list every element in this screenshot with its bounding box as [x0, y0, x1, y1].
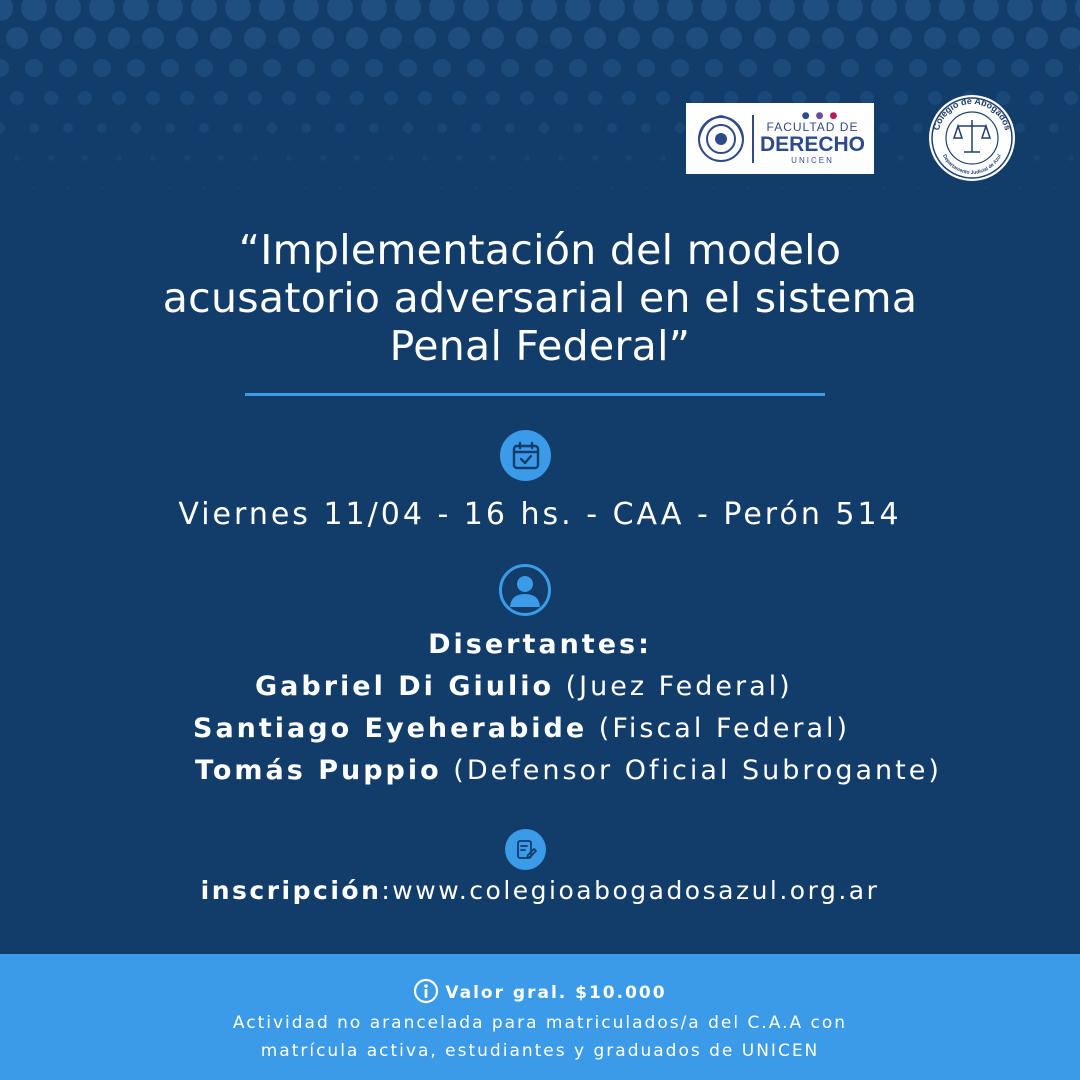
- background-dot: [373, 187, 375, 189]
- registration-url[interactable]: :www.colegioabogadosazul.org.ar: [381, 876, 880, 905]
- background-dot: [0, 0, 13, 21]
- background-dot: [754, 27, 776, 49]
- background-dot: [667, 0, 693, 21]
- background-dot: [176, 27, 198, 49]
- background-dot: [157, 0, 183, 21]
- speaker-row: [255, 666, 793, 708]
- background-dot: [841, 59, 859, 77]
- background-dot: [123, 0, 149, 21]
- background-dot: [433, 59, 451, 77]
- speaker-role: (Defensor Oficial Subrogante): [453, 755, 942, 786]
- background-dot: [259, 0, 285, 21]
- background-dot: [97, 123, 107, 133]
- event-details: Viernes 11/04 - 16 hs. - CAA - Perón 514: [178, 497, 902, 532]
- background-dot: [618, 27, 640, 49]
- background-dot: [331, 59, 349, 77]
- speaker-name: Tomás Puppio: [195, 755, 442, 786]
- background-dot: [146, 91, 160, 105]
- background-dot: [573, 123, 583, 133]
- background-dot: [992, 27, 1014, 49]
- background-dot: [588, 91, 602, 105]
- background-dot: [943, 59, 961, 77]
- background-dot: [218, 155, 224, 161]
- background-dot: [856, 27, 878, 49]
- background-dot: [395, 0, 421, 21]
- background-dot: [384, 91, 398, 105]
- background-dot: [199, 123, 209, 133]
- background-dot: [59, 59, 77, 77]
- background-dot: [626, 155, 632, 161]
- background-dot: [350, 91, 364, 105]
- background-dot: [44, 91, 58, 105]
- speaker-name: Santiago Eyeherabide: [193, 713, 588, 744]
- background-dot: [369, 123, 379, 133]
- background-dot: [180, 91, 194, 105]
- background-dot: [286, 155, 292, 161]
- background-dot: [486, 91, 500, 105]
- speaker-row: [195, 750, 942, 792]
- title-underline: [245, 393, 825, 396]
- background-dot: [422, 155, 428, 161]
- background-dot: [622, 91, 636, 105]
- background-dot: [1019, 187, 1021, 189]
- event-title: “Implementación del modelo acusatorio adversarial en el sistema Penal Federal”: [162, 226, 918, 370]
- background-dot: [1030, 91, 1044, 105]
- background-dot: [505, 123, 515, 133]
- background-dot: [675, 123, 685, 133]
- background-dot: [10, 91, 24, 105]
- background-dot: [354, 155, 360, 161]
- edit-document-icon: [505, 829, 546, 870]
- background-dot: [1068, 155, 1074, 161]
- background-dot: [388, 155, 394, 161]
- background-dot: [467, 59, 485, 77]
- background-dot: [452, 91, 466, 105]
- background-dot: [641, 123, 651, 133]
- background-dot: [1041, 0, 1067, 21]
- background-dot: [312, 27, 334, 49]
- background-dot: [361, 0, 387, 21]
- background-dot: [55, 0, 81, 21]
- background-dot: [592, 155, 598, 161]
- background-dot: [448, 27, 470, 49]
- background-dot: [679, 187, 681, 189]
- background-dot: [584, 27, 606, 49]
- background-dot: [671, 59, 689, 77]
- background-dot: [252, 155, 258, 161]
- speakers-section: [0, 624, 1080, 666]
- background-dot: [0, 59, 9, 77]
- background-dot: [497, 0, 523, 21]
- background-dot: [1049, 123, 1059, 133]
- background-dot: [335, 123, 345, 133]
- background-dot: [380, 27, 402, 49]
- speaker-name: Gabriel Di Giulio: [255, 671, 555, 702]
- background-dot: [720, 27, 742, 49]
- calendar-check-icon: [500, 430, 551, 481]
- background-dot: [1060, 27, 1080, 49]
- logo-line-1: FACULTAD DE: [766, 119, 859, 134]
- background-dot: [229, 59, 247, 77]
- background-dot: [490, 155, 496, 161]
- background-dot: [973, 0, 999, 21]
- background-dot: [501, 59, 519, 77]
- background-dot: [607, 123, 617, 133]
- logo-line-3: UNICEN: [791, 155, 834, 165]
- background-dot: [418, 91, 432, 105]
- background-dot: [293, 0, 319, 21]
- background-dot: [822, 27, 844, 49]
- background-dot: [924, 27, 946, 49]
- background-dot: [437, 123, 447, 133]
- background-dot: [543, 187, 545, 189]
- background-dot: [463, 0, 489, 21]
- background-dot: [237, 187, 239, 189]
- background-dot: [1045, 59, 1063, 77]
- note-line-1: Actividad no arancelada para matriculados/a del C.A.A con: [232, 1013, 848, 1033]
- background-dot: [577, 187, 579, 189]
- background-dot: [558, 155, 564, 161]
- background-dot: [837, 0, 863, 21]
- background-dot: [78, 91, 92, 105]
- logo-line-2: DERECHO: [760, 132, 866, 156]
- background-dot: [0, 187, 1, 189]
- background-dot: [788, 27, 810, 49]
- background-dot: [108, 27, 130, 49]
- background-dot: [33, 187, 35, 189]
- background-dot: [815, 187, 817, 189]
- registration-line: [0, 876, 1080, 905]
- background-dot: [271, 187, 273, 189]
- background-dot: [713, 187, 715, 189]
- price-line: [0, 978, 1080, 1004]
- background-dot: [131, 123, 141, 133]
- background-dot: [441, 187, 443, 189]
- background-dot: [539, 123, 549, 133]
- speaker-role: (Juez Federal): [565, 671, 793, 702]
- background-dot: [509, 187, 511, 189]
- background-dot: [599, 0, 625, 21]
- background-dot: [161, 59, 179, 77]
- background-dot: [1064, 91, 1078, 105]
- background-dot: [339, 187, 341, 189]
- background-dot: [14, 155, 20, 161]
- background-dot: [127, 59, 145, 77]
- background-dot: [282, 91, 296, 105]
- registration-label: inscripción: [200, 876, 382, 905]
- background-dot: [781, 187, 783, 189]
- background-dot: [890, 27, 912, 49]
- background-dot: [191, 0, 217, 21]
- note-line-2: matrícula activa, estudiantes y graduados de UNICEN: [260, 1041, 820, 1061]
- background-dot: [365, 59, 383, 77]
- background-dot: [112, 91, 126, 105]
- background-dot: [652, 27, 674, 49]
- background-dot: [917, 187, 919, 189]
- background-dot: [184, 155, 190, 161]
- background-dot: [747, 187, 749, 189]
- background-dot: [985, 187, 987, 189]
- background-dot: [1075, 0, 1080, 21]
- background-dot: [611, 187, 613, 189]
- background-dot: [429, 0, 455, 21]
- info-icon: [413, 978, 439, 1004]
- facultad-crest-icon: [694, 112, 748, 166]
- background-dot: [403, 123, 413, 133]
- background-dot: [773, 59, 791, 77]
- background-dot: [879, 123, 889, 133]
- background-dot: [909, 59, 927, 77]
- background-dot: [63, 123, 73, 133]
- background-dot: [116, 155, 122, 161]
- facultad-derecho-logo: [686, 103, 874, 174]
- background-dot: [414, 27, 436, 49]
- background-dot: [686, 27, 708, 49]
- background-dot: [93, 59, 111, 77]
- background-dot: [1011, 59, 1029, 77]
- background-dot: [48, 155, 54, 161]
- logo-divider: [752, 115, 754, 163]
- colegio-logo-bottom-text: Departamento Judicial de Azul: [941, 153, 1003, 177]
- background-dot: [871, 0, 897, 21]
- background-dot: [399, 59, 417, 77]
- background-dot: [165, 123, 175, 133]
- speakers-heading: Disertantes:: [428, 629, 652, 660]
- background-dot: [316, 91, 330, 105]
- background-dot: [898, 155, 904, 161]
- background-dot: [89, 0, 115, 21]
- background-dot: [74, 27, 96, 49]
- background-dot: [0, 123, 5, 133]
- background-dot: [516, 27, 538, 49]
- background-dot: [210, 27, 232, 49]
- background-dot: [278, 27, 300, 49]
- background-dot: [482, 27, 504, 49]
- background-dot: [520, 91, 534, 105]
- colegio-logo-top-text: Colegio de Abogados: [930, 95, 1014, 132]
- background-dot: [803, 0, 829, 21]
- background-dot: [633, 0, 659, 21]
- background-dot: [1007, 0, 1033, 21]
- dot-pattern-background: [0, 0, 1080, 230]
- background-dot: [320, 155, 326, 161]
- background-dot: [637, 59, 655, 77]
- background-dot: [29, 123, 39, 133]
- background-dot: [82, 155, 88, 161]
- background-dot: [660, 155, 666, 161]
- background-dot: [569, 59, 587, 77]
- background-dot: [531, 0, 557, 21]
- price-text: Valor gral. $10.000: [445, 983, 667, 1003]
- background-dot: [471, 123, 481, 133]
- speaker-row: [193, 708, 850, 750]
- logo-dots: ●●●: [801, 110, 844, 121]
- background-dot: [769, 0, 795, 21]
- background-dot: [203, 187, 205, 189]
- background-dot: [301, 123, 311, 133]
- background-dot: [550, 27, 572, 49]
- background-dot: [150, 155, 156, 161]
- background-dot: [894, 91, 908, 105]
- background-dot: [267, 123, 277, 133]
- background-dot: [1034, 155, 1040, 161]
- background-dot: [327, 0, 353, 21]
- background-dot: [565, 0, 591, 21]
- background-dot: [225, 0, 251, 21]
- background-dot: [739, 59, 757, 77]
- background-dot: [603, 59, 621, 77]
- background-dot: [135, 187, 137, 189]
- background-dot: [25, 59, 43, 77]
- background-dot: [958, 27, 980, 49]
- speaker-role: (Fiscal Federal): [598, 713, 851, 744]
- footer-banner: [0, 954, 1080, 1080]
- background-dot: [535, 59, 553, 77]
- background-dot: [875, 59, 893, 77]
- price-note: [140, 1009, 940, 1065]
- background-dot: [807, 59, 825, 77]
- background-dot: [656, 91, 670, 105]
- background-dot: [977, 59, 995, 77]
- background-dot: [475, 187, 477, 189]
- background-dot: [214, 91, 228, 105]
- background-dot: [67, 187, 69, 189]
- background-dot: [305, 187, 307, 189]
- background-dot: [951, 187, 953, 189]
- background-dot: [244, 27, 266, 49]
- background-dot: [554, 91, 568, 105]
- user-icon: [499, 564, 551, 616]
- background-dot: [705, 59, 723, 77]
- background-dot: [142, 27, 164, 49]
- background-dot: [6, 27, 28, 49]
- background-dot: [1053, 187, 1055, 189]
- background-dot: [883, 187, 885, 189]
- background-dot: [524, 155, 530, 161]
- background-dot: [21, 0, 47, 21]
- background-dot: [195, 59, 213, 77]
- background-dot: [849, 187, 851, 189]
- background-dot: [456, 155, 462, 161]
- background-dot: [407, 187, 409, 189]
- background-dot: [645, 187, 647, 189]
- background-dot: [297, 59, 315, 77]
- background-dot: [248, 91, 262, 105]
- background-dot: [346, 27, 368, 49]
- background-dot: [735, 0, 761, 21]
- background-dot: [101, 187, 103, 189]
- background-dot: [40, 27, 62, 49]
- background-dot: [939, 0, 965, 21]
- background-dot: [701, 0, 727, 21]
- background-dot: [169, 187, 171, 189]
- background-dot: [1026, 27, 1048, 49]
- background-dot: [263, 59, 281, 77]
- colegio-abogados-logo: [920, 94, 1024, 182]
- background-dot: [905, 0, 931, 21]
- background-dot: [233, 123, 243, 133]
